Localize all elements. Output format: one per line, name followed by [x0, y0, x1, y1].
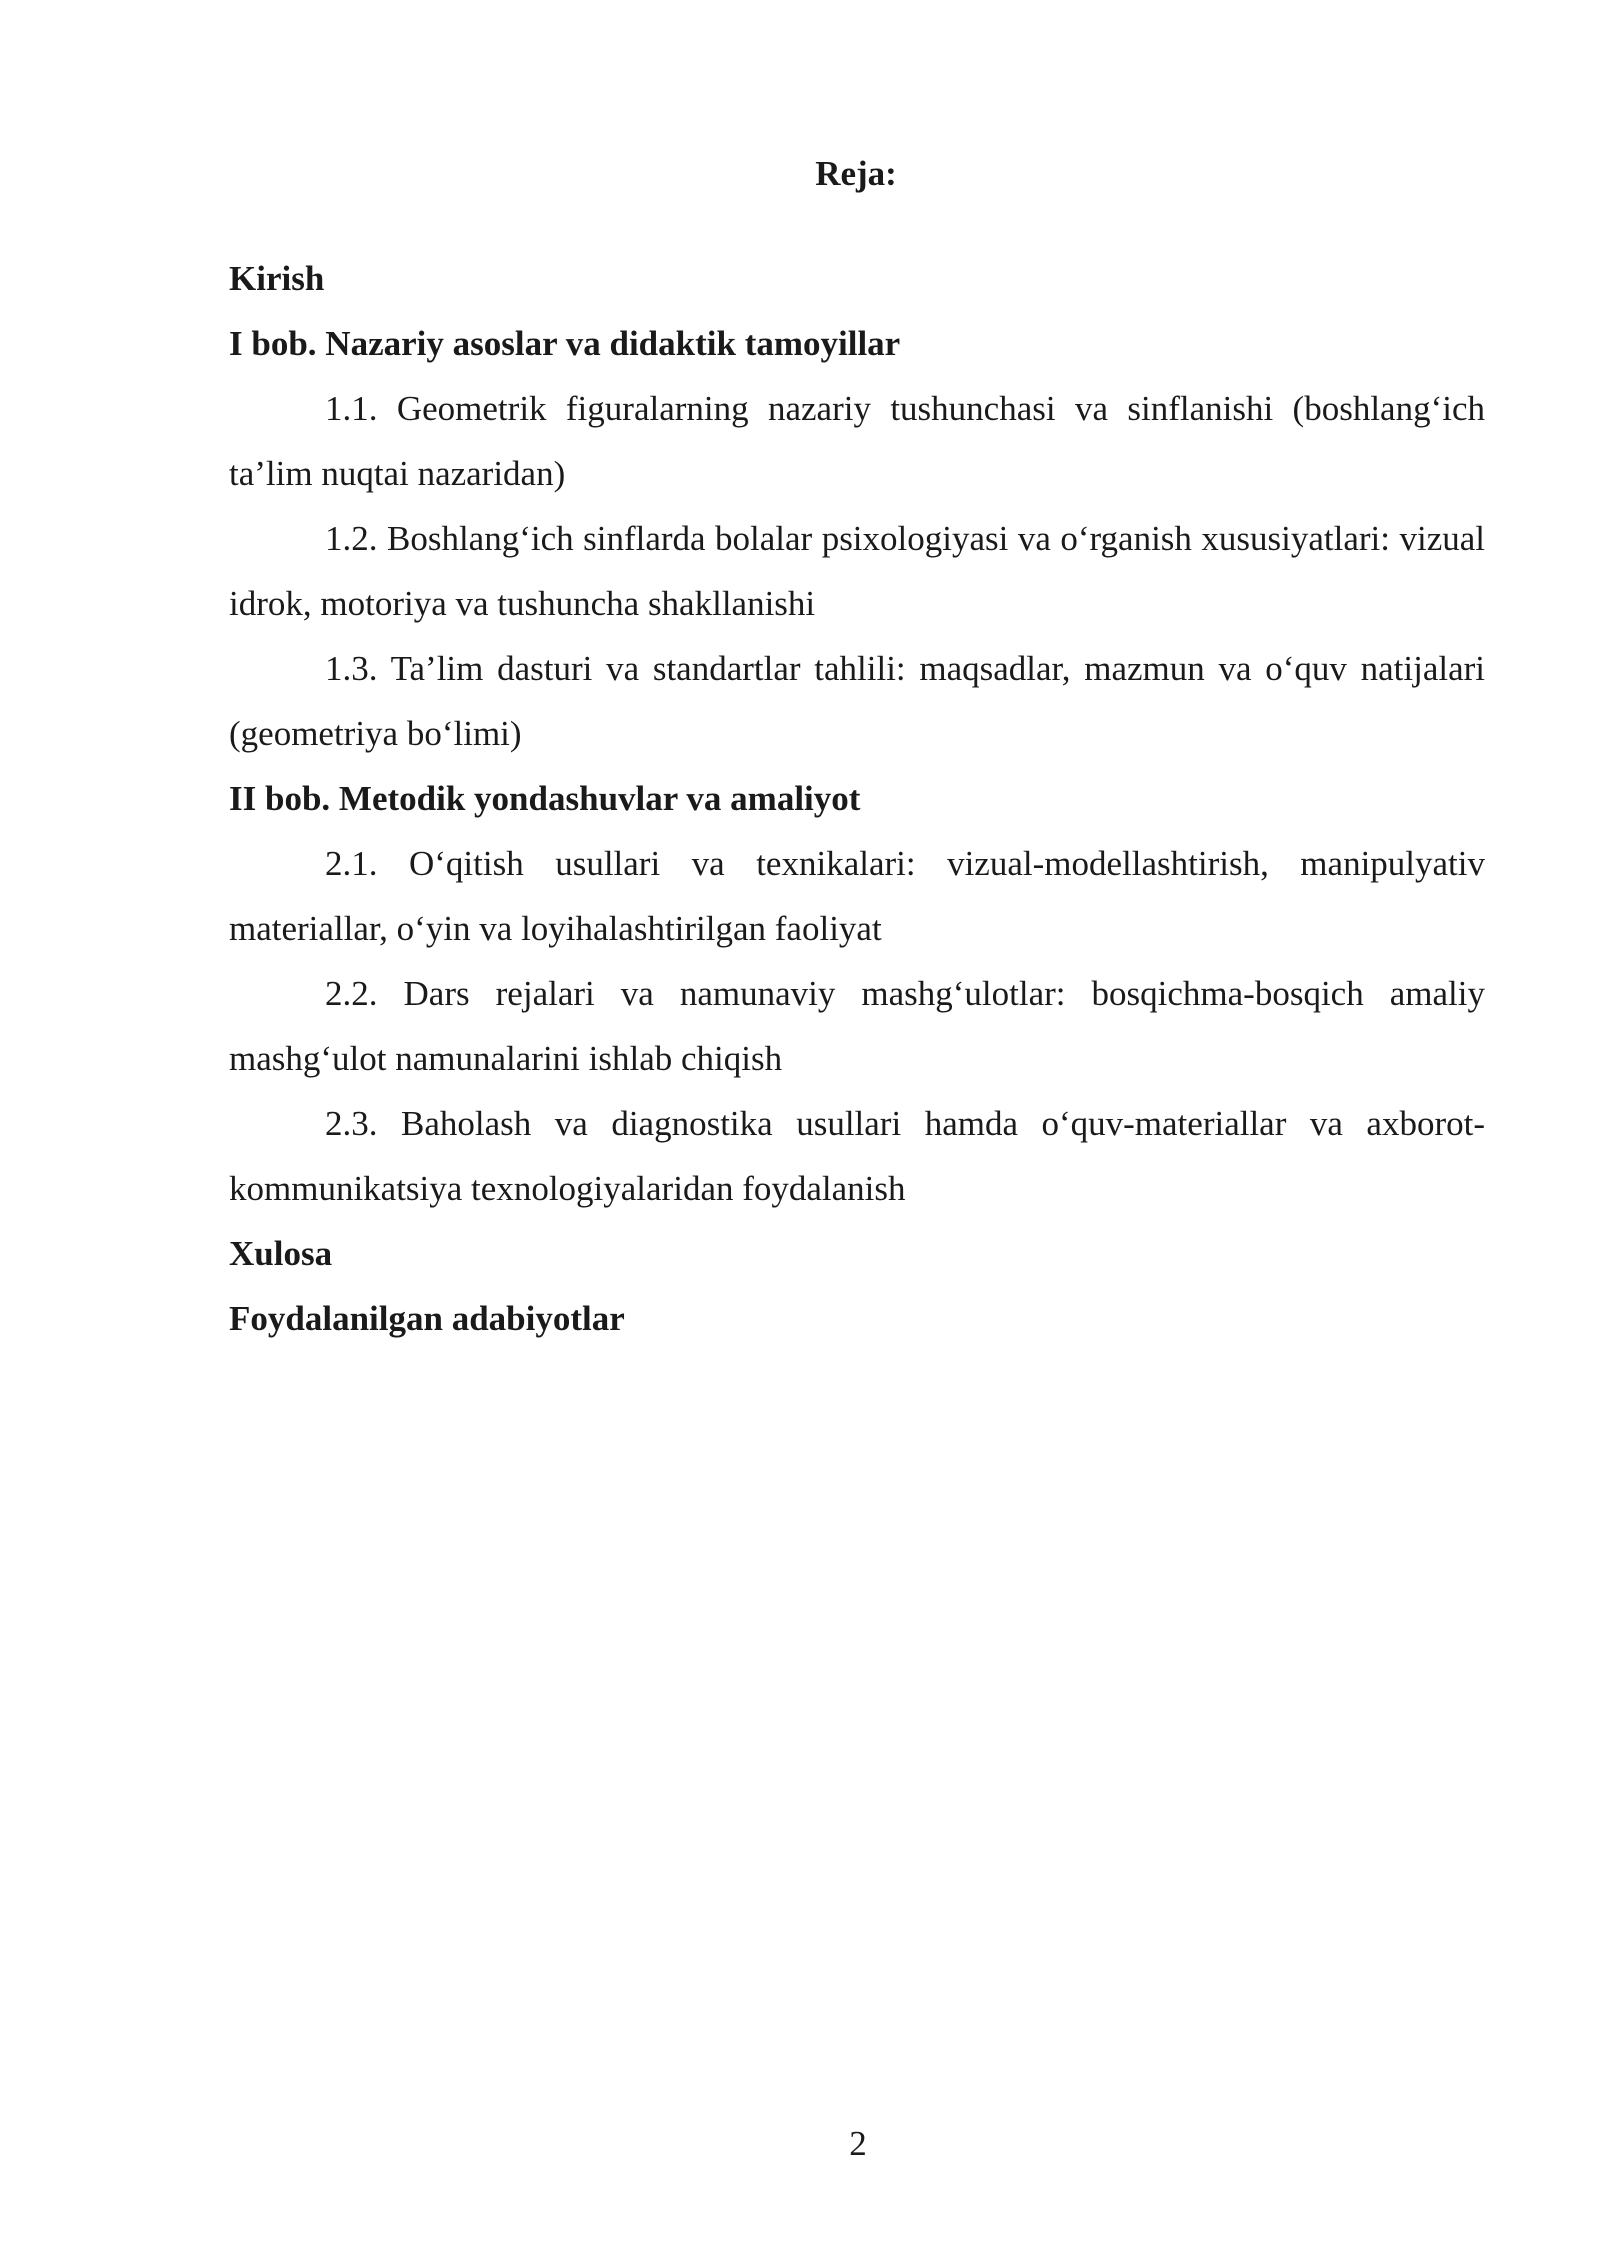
toc-item-1-2: 1.2. Boshlang‘ich sinflarda bolalar psixologiyasi va o‘rganish xususiyatlari: vizual idrok, motoriya va tushuncha shakllanishi	[229, 519, 1485, 623]
toc-chapter-1-heading: I bob. Nazariy asoslar va didaktik tamoyillar	[229, 324, 901, 363]
toc-chapter-2-heading: II bob. Metodik yondashuvlar va amaliyot	[229, 779, 861, 818]
toc-item-1-3: 1.3. Ta’lim dasturi va standartlar tahlili: maqsadlar, mazmun va o‘quv natijalari (geometriya bo‘limi)	[229, 649, 1485, 753]
toc-conclusion: Xulosa	[229, 1234, 333, 1273]
toc-intro: Kirish	[229, 259, 325, 298]
toc-item-2-3: 2.3. Baholash va diagnostika usullari hamda o‘quv-materiallar va axborot-kommunikatsiya texnologiyalaridan foydalanish	[229, 1104, 1485, 1208]
toc-references: Foydalanilgan adabiyotlar	[229, 1299, 625, 1338]
toc-item-2-2: 2.2. Dars rejalari va namunaviy mashg‘ulotlar: bosqichma-bosqich amaliy mashg‘ulot namunalarini ishlab chiqish	[229, 974, 1485, 1078]
toc-item-1-1: 1.1. Geometrik figuralarning nazariy tushunchasi va sinflanishi (boshlang‘ich ta’lim nuqtai nazaridan)	[229, 389, 1485, 493]
page-title: Reja:	[815, 154, 897, 193]
page-number: 2	[849, 2124, 867, 2163]
table-of-contents	[229, 246, 1485, 1351]
toc-item-2-1: 2.1. O‘qitish usullari va texnikalari: vizual-modellashtirish, manipulyativ materiallar, o‘yin va loyihalashtirilgan faoliyat	[229, 844, 1485, 948]
